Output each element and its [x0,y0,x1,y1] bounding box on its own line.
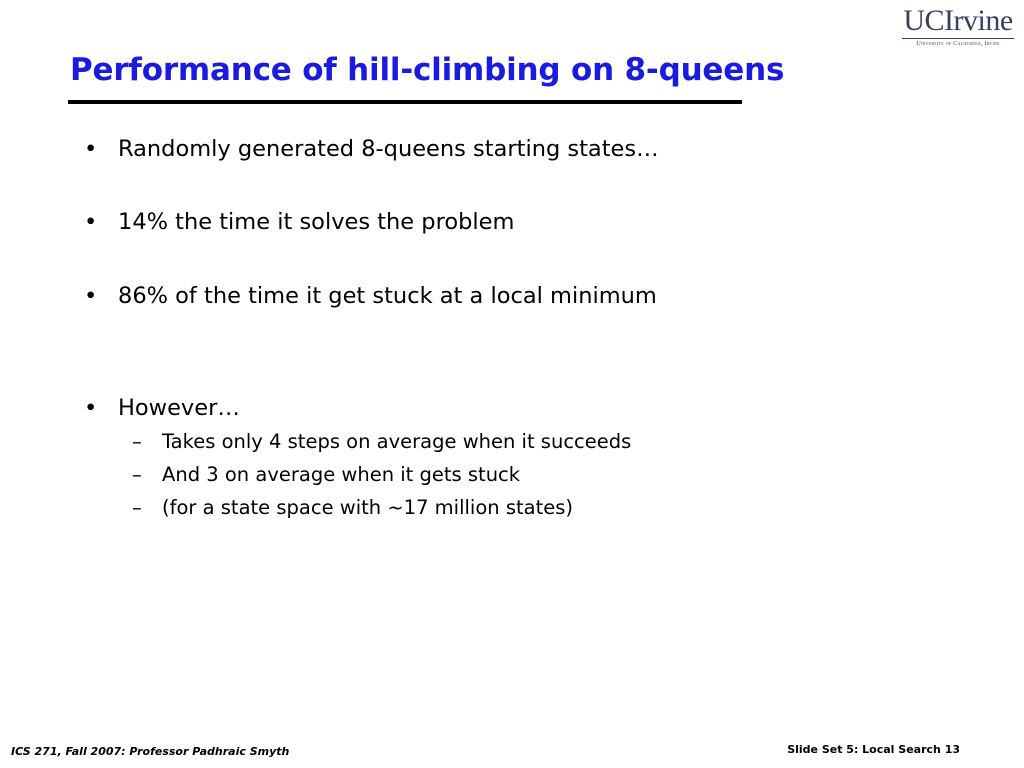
bullet-text: 14% the time it solves the problem [118,209,515,235]
bullet-text: Randomly generated 8-queens starting states… [118,136,659,162]
sub-bullet-text: (for a state space with ~17 million states) [162,496,574,519]
uc-irvine-logo [900,6,1016,48]
bullet-marker: • [84,395,98,421]
logo-subtitle: University of California, Irvine [916,40,1000,47]
sub-bullet-marker: – [132,430,142,453]
footer-course-info: ICS 271, Fall 2007: Professor Padhraic Smyth [11,745,290,758]
logo-wordmark: UCIrvine [903,4,1013,37]
footer-slide-number: Slide Set 5: Local Search 13 [787,743,960,756]
title-underline [68,100,742,104]
sub-bullet-marker: – [132,496,142,519]
bullet-text: 86% of the time it get stuck at a local minimum [118,283,657,309]
logo-divider [902,38,1014,39]
sub-bullet-marker: – [132,463,142,486]
slide-title: Performance of hill-climbing on 8-queens [70,52,785,88]
bullet-text: However… [118,395,240,421]
bullet-marker: • [84,283,98,309]
sub-bullet-text: Takes only 4 steps on average when it succeeds [162,430,632,453]
bullet-marker: • [84,209,98,235]
bullet-marker: • [84,136,98,162]
sub-bullet-text: And 3 on average when it gets stuck [162,463,521,486]
